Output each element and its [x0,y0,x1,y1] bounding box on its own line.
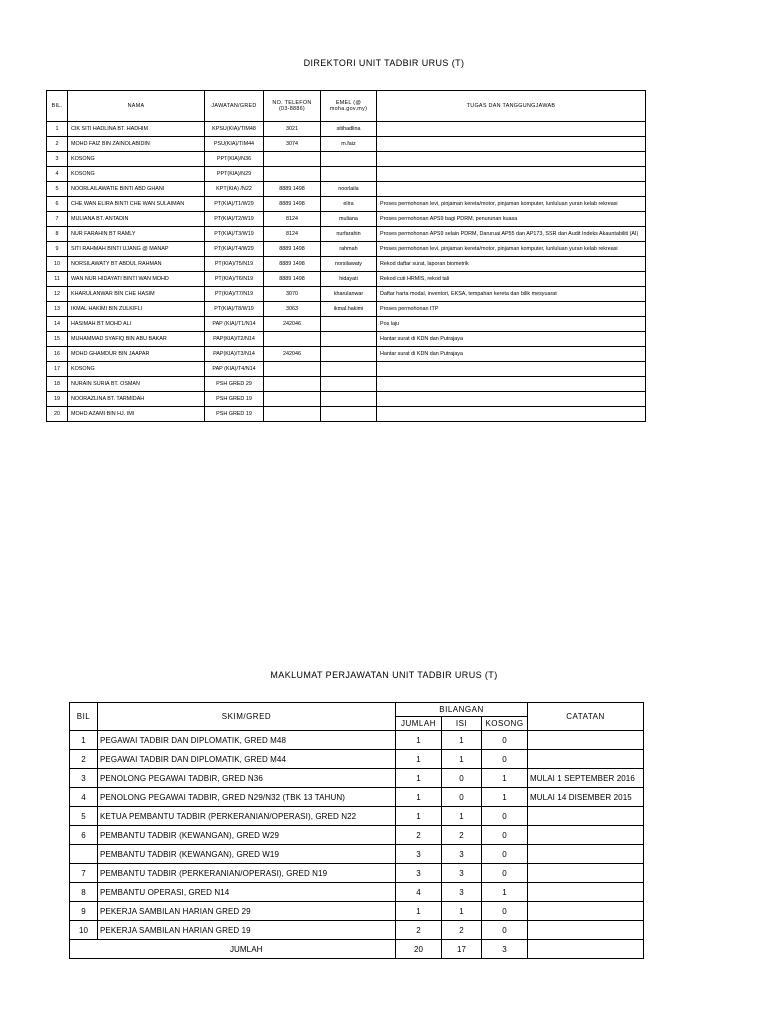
cell-jawatan: PPT(KIA)/N29 [205,167,264,182]
staffing-row [70,921,644,940]
cell-jumlah: 1 [396,807,442,826]
cell-jumlah: 2 [396,826,442,845]
cell-tugas: Rekod daftar surat, laporan biometrik [377,257,646,272]
cell-telefon: 8889 1498 [264,182,321,197]
cell-telefon: 3063 [264,302,321,317]
cell-tugas: Proses permohonan ITP [377,302,646,317]
cell-nama: SITI RAHMAH BINTI UJANG @ MANAP [68,242,205,257]
cell-nama: CIK SITI HADLINA BT. HADHIM [68,122,205,137]
cell-telefon [264,362,321,377]
cell-isi: 0 [442,769,482,788]
cell-bil: 6 [47,197,68,212]
cell-tugas: Proses permohonan levi, pinjaman kereta/motor, pinjaman komputer, lunluluan yuran kelab rekreasi [377,197,646,212]
cell-jawatan: PSH GRED 29 [205,377,264,392]
cell-nama: MULIANA BT. ANTADIN [68,212,205,227]
cell-kosong: 0 [482,731,528,750]
cell-emel: sitihadlina [321,122,377,137]
cell-bil: 3 [47,152,68,167]
staffing-row [70,845,644,864]
staffing-row [70,731,644,750]
cell-jumlah: 3 [396,864,442,883]
directory-title: DIREKTORI UNIT TADBIR URUS (T) [303,58,465,68]
cell-bil: 9 [70,902,98,921]
total-jumlah: 20 [396,940,442,959]
directory-row [47,167,646,182]
cell-tugas [377,392,646,407]
cell-emel [321,362,377,377]
cell-jawatan: PAP(KIA)/T2/N14 [205,332,264,347]
staffing-row [70,769,644,788]
cell-kosong: 1 [482,769,528,788]
cell-jawatan: PT(KIA)/T3/W19 [205,227,264,242]
cell-kosong: 0 [482,826,528,845]
staffing-row [70,750,644,769]
cell-telefon: 8889 1498 [264,272,321,287]
cell-emel: hidayati [321,272,377,287]
cell-bil: 12 [47,287,68,302]
cell-jawatan: PSH GRED 19 [205,392,264,407]
total-isi: 17 [442,940,482,959]
cell-bil: 1 [47,122,68,137]
total-catatan [528,940,644,959]
cell-isi: 1 [442,731,482,750]
cell-telefon [264,407,321,422]
header-jawatan: JAWATAN/GRED [205,91,264,122]
cell-nama: MUHAMMAD SYAFIQ BIN ABU BAKAR [68,332,205,347]
cell-telefon: 8889 1498 [264,242,321,257]
cell-bil: 15 [47,332,68,347]
cell-jumlah: 1 [396,750,442,769]
directory-row [47,257,646,272]
cell-tugas: Proses permohonan levi, pinjaman kereta/motor, pinjaman komputer, lunluluan yuran kelab rekreasi [377,242,646,257]
staffing-table [69,702,644,959]
cell-skim: PENOLONG PEGAWAI TADBIR, GRED N36 [98,769,396,788]
directory-row [47,302,646,317]
cell-bil: 6 [70,826,98,845]
cell-jumlah: 1 [396,731,442,750]
cell-bil: 16 [47,347,68,362]
cell-tugas: Hantar surat di KDN dan Putrajaya [377,347,646,362]
directory-row [47,317,646,332]
cell-catatan [528,883,644,902]
cell-bil [70,845,98,864]
cell-emel [321,347,377,362]
cell-isi: 1 [442,807,482,826]
cell-telefon [264,167,321,182]
cell-jumlah: 3 [396,845,442,864]
cell-emel: nurfarahin [321,227,377,242]
cell-isi: 1 [442,750,482,769]
cell-telefon: 3021 [264,122,321,137]
directory-row [47,242,646,257]
cell-skim: PEMBANTU TADBIR (KEWANGAN), GRED W29 [98,826,396,845]
staffing-header-row-1 [70,703,644,717]
cell-skim: PEKERJA SAMBILAN HARIAN GRED 19 [98,921,396,940]
cell-bil: 2 [70,750,98,769]
cell-nama: MOHD GHAMDUR BIN JAAPAR [68,347,205,362]
header-catatan: CATATAN [528,703,644,731]
cell-jumlah: 1 [396,902,442,921]
cell-emel: m.faiz [321,137,377,152]
cell-jumlah: 1 [396,788,442,807]
directory-table [46,90,646,422]
cell-jawatan: PT(KIA)/T7/N19 [205,287,264,302]
cell-tugas: Hantar surat di KDN dan Putrajaya [377,332,646,347]
cell-catatan: MULAI 1 SEPTEMBER 2016 [528,769,644,788]
cell-tugas: Daftar harta modal, inventori, EKSA, tempahan kereta dan bilik mesyuarat [377,287,646,302]
cell-emel: muliana [321,212,377,227]
directory-row [47,137,646,152]
cell-bil: 1 [70,731,98,750]
directory-row [47,362,646,377]
cell-bil: 9 [47,242,68,257]
cell-skim: PEGAWAI TADBIR DAN DIPLOMATIK, GRED M48 [98,731,396,750]
cell-jawatan: PT(KIA)/T1/W29 [205,197,264,212]
staffing-title: MAKLUMAT PERJAWATAN UNIT TADBIR URUS (T) [270,670,498,680]
cell-skim: KETUA PEMBANTU TADBIR (PERKERANIAN/OPERASI), GRED N22 [98,807,396,826]
cell-tugas [377,362,646,377]
cell-isi: 3 [442,883,482,902]
cell-telefon: 8124 [264,212,321,227]
cell-emel: kharulanwar [321,287,377,302]
cell-bil: 2 [47,137,68,152]
cell-skim: PEMBANTU TADBIR (KEWANGAN), GRED W19 [98,845,396,864]
cell-nama: NOORLAILAWATIE BINTI ABD GHANI [68,182,205,197]
cell-emel: elira [321,197,377,212]
cell-emel [321,332,377,347]
cell-bil: 4 [70,788,98,807]
cell-bil: 17 [47,362,68,377]
cell-tugas [377,122,646,137]
header-bil: BIL. [47,91,68,122]
cell-nama: NUR FARAHIN BT RAMLY [68,227,205,242]
cell-emel: rahmah [321,242,377,257]
cell-kosong: 1 [482,883,528,902]
header-isi: ISI [442,717,482,731]
directory-body [47,122,646,422]
cell-emel: ikmal.hakimi [321,302,377,317]
cell-bil: 8 [47,227,68,242]
cell-jawatan: PT(KIA)/T2/W19 [205,212,264,227]
cell-skim: PEMBANTU TADBIR (PERKERANIAN/OPERASI), GRED N19 [98,864,396,883]
cell-telefon: 8124 [264,227,321,242]
header-tugas: TUGAS DAN TANGGUNGJAWAB [377,91,646,122]
cell-nama: NOORAZLINA BT. TARMIDAH [68,392,205,407]
directory-header-row [47,91,646,122]
cell-kosong: 0 [482,807,528,826]
cell-catatan [528,845,644,864]
cell-tugas: Proses permohonan APS9 bagi PDRM, penurunan kuasa [377,212,646,227]
cell-isi: 0 [442,788,482,807]
cell-bil: 13 [47,302,68,317]
cell-isi: 3 [442,864,482,883]
cell-bil: 18 [47,377,68,392]
cell-tugas [377,137,646,152]
cell-nama: WAN NUR HIDAYATI BINTI WAN MOHD [68,272,205,287]
directory-row [47,197,646,212]
cell-emel [321,167,377,182]
cell-catatan: MULAI 14 DISEMBER 2015 [528,788,644,807]
staffing-row [70,883,644,902]
cell-catatan [528,731,644,750]
cell-jumlah: 2 [396,921,442,940]
cell-isi: 2 [442,921,482,940]
cell-jawatan: PAP(KIA)/T3/N14 [205,347,264,362]
cell-nama: KOSONG [68,167,205,182]
cell-telefon: 3070 [264,287,321,302]
cell-telefon: 242046 [264,347,321,362]
cell-jawatan: KPSU(KIA)/TIM48 [205,122,264,137]
staffing-row [70,826,644,845]
cell-nama: CHE WAN ELIRA BINTI CHE WAN SULAIMAN [68,197,205,212]
cell-isi: 3 [442,845,482,864]
cell-bil: 7 [47,212,68,227]
cell-tugas [377,167,646,182]
cell-bil: 3 [70,769,98,788]
cell-catatan [528,826,644,845]
cell-nama: MOHD AZAMI BIN HJ. IMI [68,407,205,422]
header-skim: SKIM/GRED [98,703,396,731]
cell-kosong: 0 [482,921,528,940]
cell-bil: 10 [47,257,68,272]
cell-jawatan: PSH GRED 19 [205,407,264,422]
total-spacer [70,940,98,959]
cell-jawatan: PAP (KIA)/T1/N14 [205,317,264,332]
cell-jawatan: PSU(KIA)/TIM44 [205,137,264,152]
cell-jawatan: PPT(KIA)/N36 [205,152,264,167]
cell-jawatan: PT(KIA)/T5/N19 [205,257,264,272]
cell-telefon: 8889 1498 [264,197,321,212]
cell-bil: 19 [47,392,68,407]
cell-bil: 20 [47,407,68,422]
header-bil: BIL [70,703,98,731]
cell-nama: HASIMAH BT MOHD ALI [68,317,205,332]
cell-jumlah: 1 [396,769,442,788]
cell-catatan [528,807,644,826]
staffing-body [70,731,644,940]
header-kosong: KOSONG [482,717,528,731]
cell-bil: 5 [70,807,98,826]
cell-telefon [264,152,321,167]
total-kosong: 3 [482,940,528,959]
total-label: JUMLAH [98,940,396,959]
cell-kosong: 0 [482,902,528,921]
header-jumlah: JUMLAH [396,717,442,731]
directory-row [47,287,646,302]
cell-skim: PEMBANTU OPERASI, GRED N14 [98,883,396,902]
cell-nama: KOSONG [68,362,205,377]
cell-telefon: 8889 1498 [264,257,321,272]
cell-telefon [264,332,321,347]
cell-jawatan: PAP (KIA)/T4/N14 [205,362,264,377]
cell-nama: NURAIN SURIA BT. OSMAN [68,377,205,392]
cell-emel [321,317,377,332]
cell-bil: 4 [47,167,68,182]
header-bilangan: BILANGAN [396,703,528,717]
cell-kosong: 0 [482,845,528,864]
cell-bil: 8 [70,883,98,902]
cell-isi: 2 [442,826,482,845]
cell-skim: PEKERJA SAMBILAN HARIAN GRED 29 [98,902,396,921]
cell-catatan [528,750,644,769]
cell-tugas [377,377,646,392]
cell-bil: 5 [47,182,68,197]
cell-tugas: Pos laju [377,317,646,332]
cell-catatan [528,902,644,921]
cell-skim: PENOLONG PEGAWAI TADBIR, GRED N29/N32 (TBK 13 TAHUN) [98,788,396,807]
directory-row [47,347,646,362]
header-nama: NAMA [68,91,205,122]
cell-jawatan: PT(KIA)/T8/W19 [205,302,264,317]
cell-nama: IKMAL HAKIMI BIN ZULKIFLI [68,302,205,317]
cell-jawatan: PT(KIA)/T4/W29 [205,242,264,257]
cell-nama: KOSONG [68,152,205,167]
directory-row [47,182,646,197]
directory-row [47,332,646,347]
cell-emel [321,377,377,392]
directory-row [47,152,646,167]
cell-tugas [377,182,646,197]
cell-bil: 11 [47,272,68,287]
cell-tugas [377,407,646,422]
cell-kosong: 1 [482,788,528,807]
staffing-row [70,902,644,921]
cell-jumlah: 4 [396,883,442,902]
directory-row [47,212,646,227]
cell-jawatan: KPT(KIA) /N22 [205,182,264,197]
directory-row [47,377,646,392]
cell-bil: 10 [70,921,98,940]
staffing-row [70,788,644,807]
cell-telefon: 242046 [264,317,321,332]
staffing-total-row [70,940,644,959]
cell-jawatan: PT(KIA)/T6/N19 [205,272,264,287]
cell-skim: PEGAWAI TADBIR DAN DIPLOMATIK, GRED M44 [98,750,396,769]
cell-catatan [528,921,644,940]
cell-isi: 1 [442,902,482,921]
cell-nama: MOHD FAIZ BIN ZAINOLABIDIN [68,137,205,152]
directory-row [47,272,646,287]
directory-row [47,122,646,137]
directory-row [47,392,646,407]
cell-kosong: 0 [482,750,528,769]
cell-tugas: Proses permohonan APS9 selain PDRM, Daruruai AP55 dan AP173, SSR dan Audit Indeks Akauntabiliti (AI) [377,227,646,242]
cell-emel: norsilawaty [321,257,377,272]
cell-bil: 14 [47,317,68,332]
header-telefon: NO. TELEFON (03-8886) [264,91,321,122]
header-emel: EMEL (@ moha.gov.my) [321,91,377,122]
staffing-row [70,864,644,883]
staffing-row [70,807,644,826]
directory-row [47,407,646,422]
cell-tugas: Rekod cuti HRMIS, rekod tali [377,272,646,287]
cell-kosong: 0 [482,864,528,883]
cell-nama: NORSILAWATY BT ABDUL RAHMAN [68,257,205,272]
cell-emel [321,152,377,167]
cell-tugas [377,152,646,167]
cell-bil: 7 [70,864,98,883]
cell-emel: noorlaila [321,182,377,197]
cell-telefon: 3074 [264,137,321,152]
directory-row [47,227,646,242]
cell-nama: KHARULANWAR BIN CHE HASIM [68,287,205,302]
cell-emel [321,407,377,422]
cell-catatan [528,864,644,883]
cell-emel [321,392,377,407]
cell-telefon [264,377,321,392]
cell-telefon [264,392,321,407]
